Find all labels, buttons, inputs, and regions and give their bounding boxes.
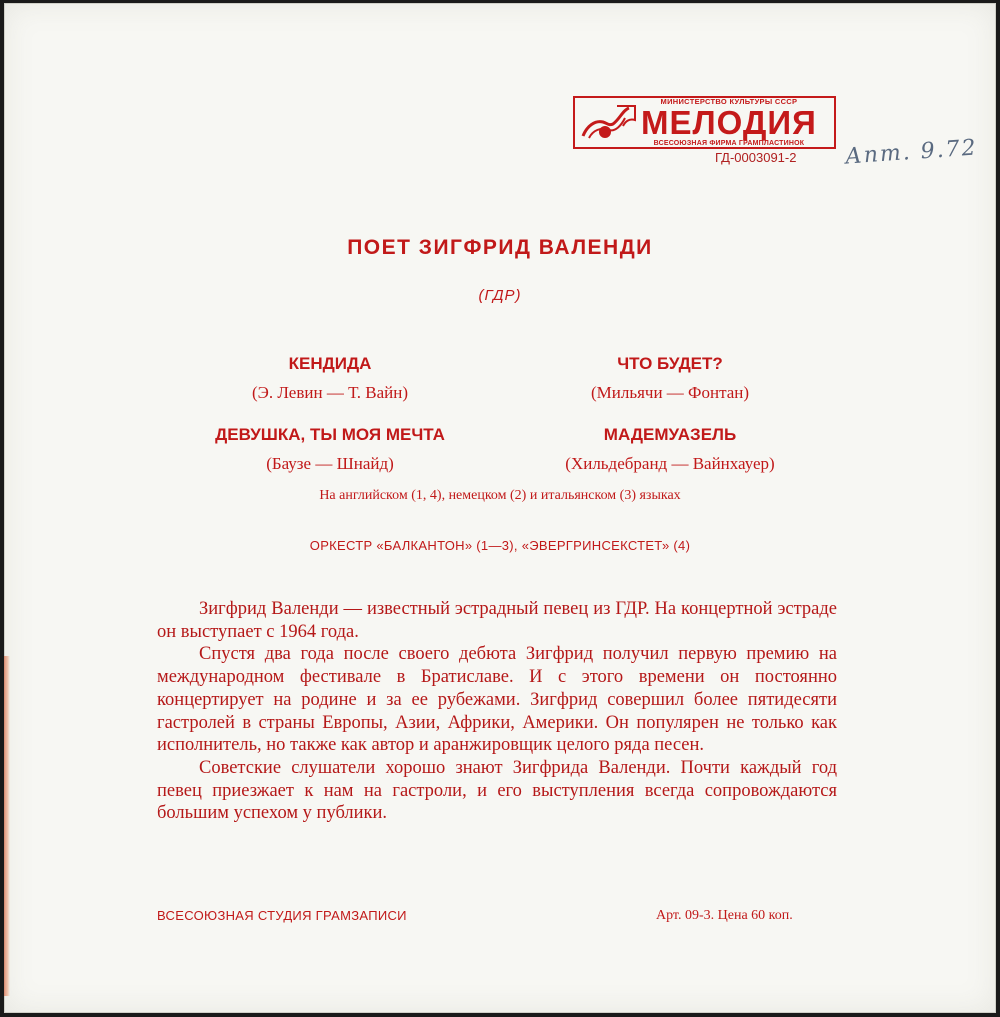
artist-country: (ГДР) [478,287,522,304]
song-authors-3: (Баузе — Шнайд) [266,454,394,473]
logo-name: МЕЛОДИЯ [641,104,817,142]
melodiya-emblem-icon [579,100,639,145]
song-title-4: МАДЕМУАЗЕЛЬ [603,425,737,444]
liner-paragraph-1: Зигфрид Валенди — известный эстрадный певец из ГДР. На концертной эстраде он выступает с 1964 года. [157,599,837,642]
handwritten-note: Апт. 9.72 [844,135,979,170]
price-note: Арт. 09-3. Цена 60 коп. [656,908,793,923]
studio-name: ВСЕСОЮЗНАЯ СТУДИЯ ГРАМЗАПИСИ [157,908,407,923]
song-authors-4: (Хильдебранд — Вайнхауер) [565,454,775,473]
liner-paragraph-3: Советские слушатели хорошо знают Зигфрида Валенди. Почти каждый год певец приезжает к нам на гастроли, и его выступления всегда сопровождаются большим успехом у публики. [157,757,837,824]
liner-notes [157,598,837,825]
languages-note: На английском (1, 4), немецком (2) и итальянском (3) языках [319,488,681,503]
edge-stain [4,656,10,996]
melodiya-logo [573,96,836,149]
orchestra-note: ОРКЕСТР «БАЛКАНТОН» (1—3), «ЭВЕРГРИНСЕКСТЕТ» (4) [309,538,691,553]
song-authors-1: (Э. Левин — Т. Вайн) [252,383,408,402]
song-title-2: ЧТО БУДЕТ? [617,354,723,373]
album-title: ПОЕТ ЗИГФРИД ВАЛЕНДИ [347,236,653,259]
song-authors-2: (Мильячи — Фонтан) [590,383,750,402]
song-title-3: ДЕВУШКА, ТЫ МОЯ МЕЧТА [215,425,445,444]
logo-bottom-line: ВСЕСОЮЗНАЯ ФИРМА ГРАМПЛАСТИНОК [653,140,805,148]
liner-paragraph-2: Спустя два года после своего дебюта Зигфрид получил первую премию на международном фестивале в Братиславе. И с этого времени он постоянно концертирует на родине и за ее рубежами. Зигфрид совершил более пятидесяти гастролей в страны Европы, Азии, Африки, Америки. Он популярен не только как исполнитель, но также как автор и аранжировщик целого ряда песен. [157,644,837,756]
song-title-1: КЕНДИДА [288,354,372,373]
catalog-number: ГД-0003091-2 [715,150,797,165]
melodiya-wordmark [641,98,817,148]
logo-top-line: МИНИСТЕРСТВО КУЛЬТУРЫ СССР [660,96,798,106]
